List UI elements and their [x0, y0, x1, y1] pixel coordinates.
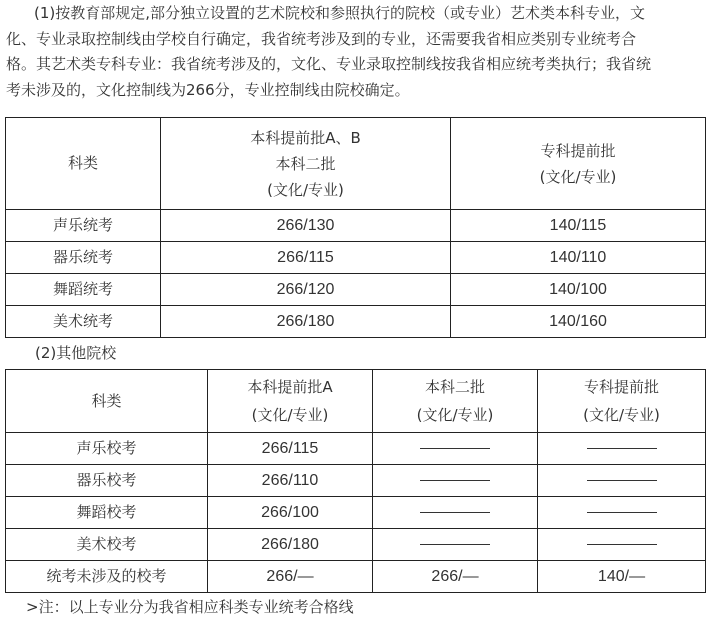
row-score-col1: 266/—	[208, 561, 373, 593]
row-category: 美术校考	[6, 529, 208, 561]
row-score-col1: 266/110	[208, 465, 373, 497]
row-score-col2	[373, 497, 538, 529]
intro-line-2: 化、专业录取控制线由学校自行确定，我省统考涉及到的专业，还需要我省相应类别专业统考合	[6, 29, 637, 48]
row-score-col3	[538, 433, 706, 465]
table2-header-col2	[373, 370, 538, 433]
table2-header-col1	[208, 370, 373, 433]
table-row	[6, 497, 706, 529]
table-row	[6, 210, 706, 242]
table1-header-col2-line2: (文化/专业)	[539, 167, 617, 186]
row-category: 舞蹈校考	[6, 497, 208, 529]
row-score-col1: 266/115	[208, 433, 373, 465]
row-score-col2: 140/160	[451, 306, 706, 338]
row-score-col3	[538, 465, 706, 497]
row-score-col2	[373, 529, 538, 561]
row-score-col1: 266/100	[208, 497, 373, 529]
dash-line	[420, 480, 490, 481]
dash-line	[587, 480, 657, 481]
table-independent-art-schools	[5, 117, 706, 338]
dash-line	[420, 448, 490, 449]
row-score-col1: 266/180	[208, 529, 373, 561]
table1-header-col2	[451, 118, 706, 210]
table2-header-col2-line2: (文化/专业)	[416, 406, 494, 424]
row-score-col1: 266/120	[161, 274, 451, 306]
row-score-col1: 266/130	[161, 210, 451, 242]
table1-header-col1-line2: 本科二批	[275, 154, 336, 173]
row-category: 声乐统考	[6, 210, 161, 242]
table1-header-category: 科类	[6, 118, 161, 210]
row-score-col1: 266/115	[161, 242, 451, 274]
row-score-col2: 266/—	[373, 561, 538, 593]
table1-header-row	[6, 118, 706, 210]
intro-line-4: 考未涉及的，文化控制线为266分，专业控制线由院校确定。	[6, 80, 410, 99]
intro-paragraph	[6, 1, 706, 103]
intro-line-1: (1)按教育部规定,部分独立设置的艺术院校和参照执行的院校（或专业）艺术类本科专业，文	[34, 4, 646, 22]
row-category: 器乐校考	[6, 465, 208, 497]
dash-line	[587, 512, 657, 513]
table2-header-col1-line2: (文化/专业)	[251, 406, 329, 424]
intro-line-3: 格。其艺术类专科专业：我省统考涉及的，文化、专业录取控制线按我省相应统考类执行；我省统	[6, 55, 652, 73]
table-row	[6, 433, 706, 465]
table-row	[6, 306, 706, 338]
row-category: 舞蹈统考	[6, 274, 161, 306]
row-category: 统考未涉及的校考	[6, 561, 208, 593]
row-score-col2: 140/115	[451, 210, 706, 242]
table2-header-col3	[538, 370, 706, 433]
row-category: 声乐校考	[6, 433, 208, 465]
footnote: >注：以上专业分为我省相应科类专业统考合格线	[26, 598, 354, 616]
section2-title: (2)其他院校	[35, 344, 117, 362]
table2-header-col2-line1: 本科二批	[424, 378, 485, 396]
dash-line	[420, 512, 490, 513]
table2-header-col3-line2: (文化/专业)	[583, 406, 660, 424]
table1-header-col1	[161, 118, 451, 210]
table-row	[6, 274, 706, 306]
table2-header-category: 科类	[6, 370, 208, 433]
table-row	[6, 529, 706, 561]
row-score-col2: 140/100	[451, 274, 706, 306]
row-score-col3	[538, 497, 706, 529]
table-row	[6, 242, 706, 274]
dash-line	[420, 544, 490, 545]
table2-header-row	[6, 370, 706, 433]
row-category: 器乐统考	[6, 242, 161, 274]
row-score-col2: 140/110	[451, 242, 706, 274]
table1-header-col1-line3: (文化/专业)	[267, 180, 344, 199]
row-score-col2	[373, 433, 538, 465]
table-other-schools	[5, 369, 706, 593]
table1-header-col2-line1: 专科提前批	[540, 141, 616, 160]
row-category: 美术统考	[6, 306, 161, 338]
table2-header-col3-line1: 专科提前批	[583, 378, 659, 396]
dash-line	[587, 448, 657, 449]
table1-header-col1-line1: 本科提前批A、B	[250, 128, 361, 147]
row-score-col3	[538, 529, 706, 561]
row-score-col1: 266/180	[161, 306, 451, 338]
row-score-col3: 140/—	[538, 561, 706, 593]
row-score-col2	[373, 465, 538, 497]
dash-line	[587, 544, 657, 545]
table-row	[6, 465, 706, 497]
table2-header-col1-line1: 本科提前批A	[247, 378, 333, 396]
table-row	[6, 561, 706, 593]
